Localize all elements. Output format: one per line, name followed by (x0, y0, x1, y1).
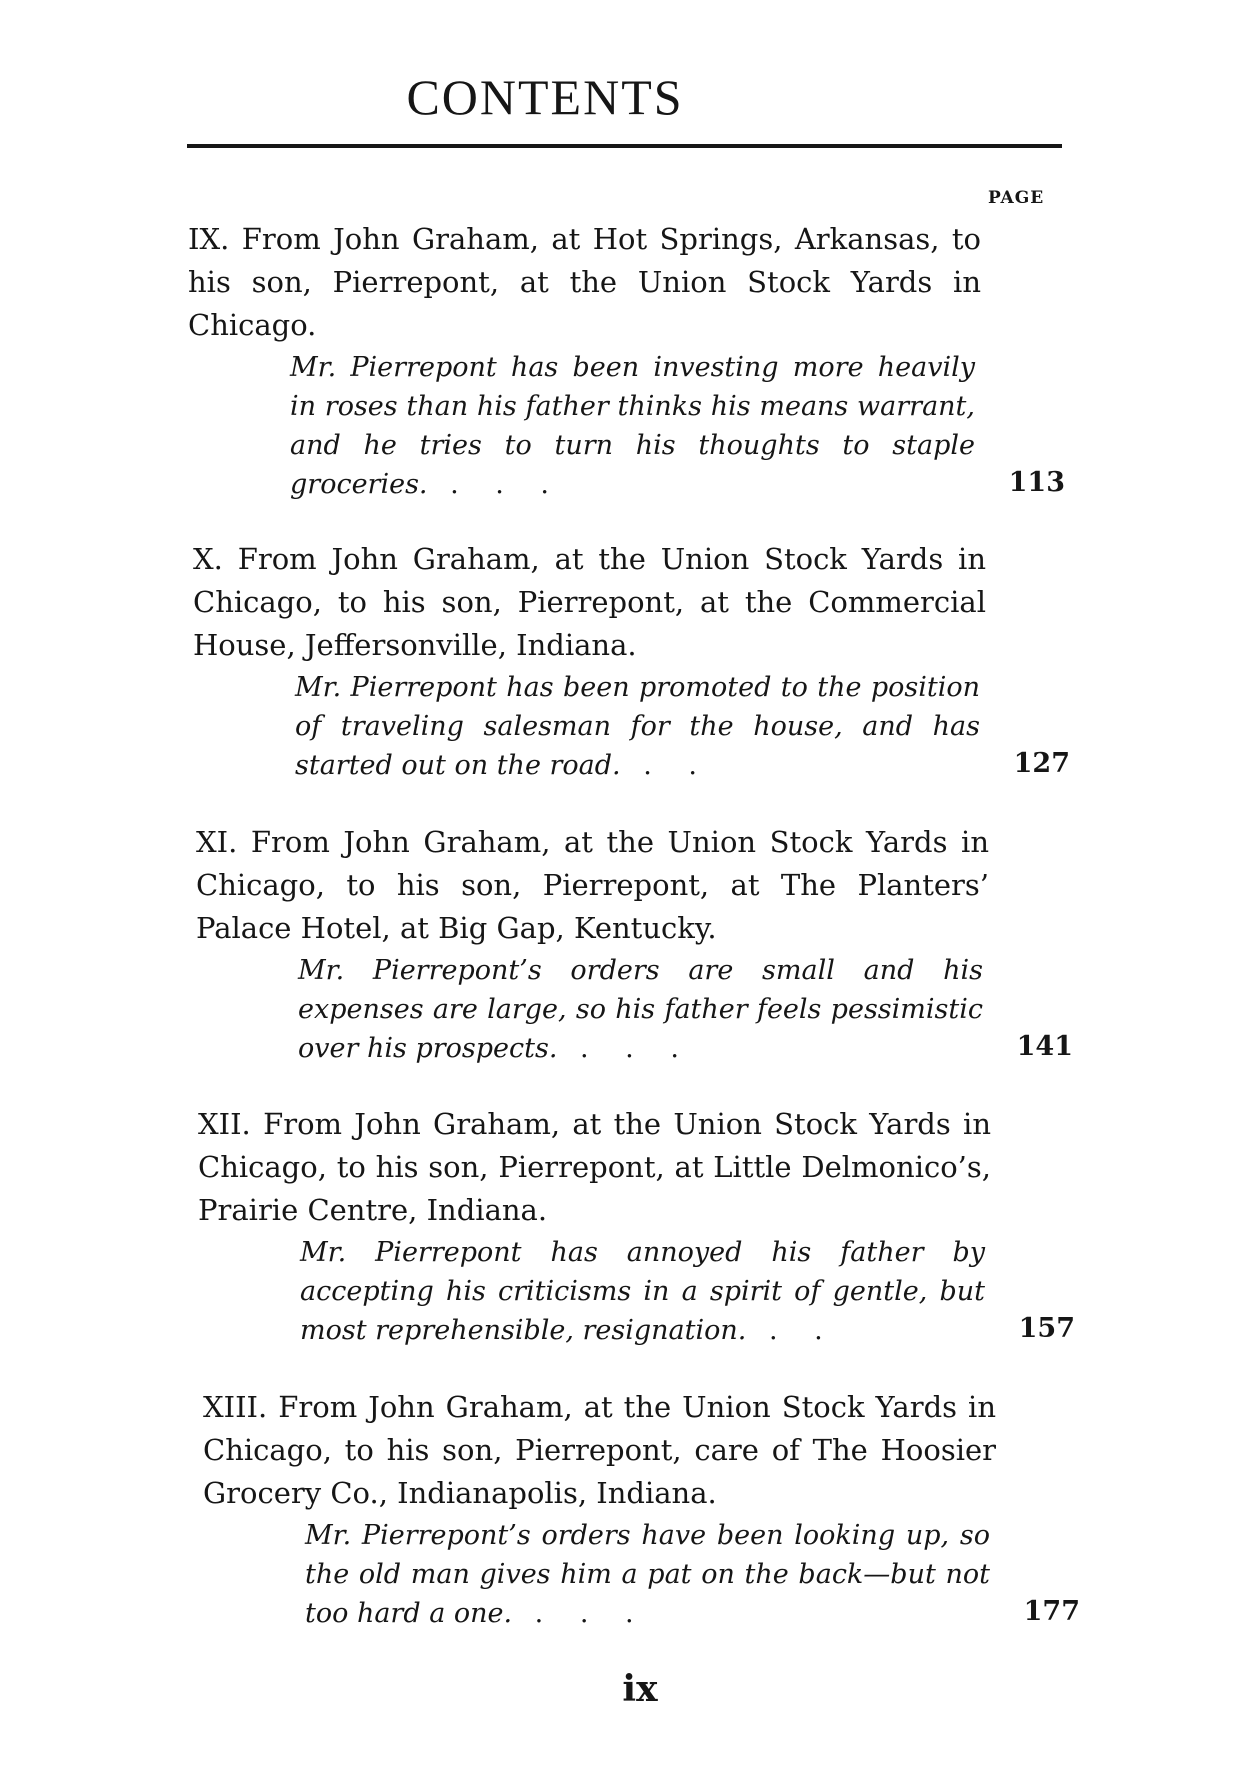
entry-summary-text: Mr. Pierrepont’s orders are small and his expenses are large, so his father feels pessimistic over his prospects. (298, 955, 983, 1064)
page-folio: ix (622, 1668, 658, 1710)
entry-summary-text: Mr. Pierrepont has been investing more heavily in roses than his father thinks his means warrant, and he tries to turn his thoughts to staple groceries. (290, 352, 975, 500)
title-rule (187, 144, 1062, 148)
entry-page-number: 127 (1013, 748, 1070, 779)
entry-summary (295, 668, 1070, 785)
chapter-numeral: XII. (198, 1107, 251, 1141)
dot-leader: . . (620, 750, 711, 781)
contents-entry-ix[interactable] (188, 218, 1065, 504)
entry-heading (203, 1386, 996, 1515)
entry-page-number: 113 (1008, 467, 1065, 498)
entry-heading (193, 538, 986, 667)
chapter-numeral: XI. (196, 825, 238, 859)
entry-summary (305, 1516, 1080, 1633)
entry-summary (300, 1233, 1075, 1350)
entry-heading (188, 218, 981, 347)
dot-leader: . . . (427, 469, 564, 500)
contents-entry-xii[interactable] (198, 1103, 1075, 1350)
entry-heading-text: From John Graham, at Hot Springs, Arkansas, to his son, Pierrepont, at the Union Stock Yards in Chicago. (188, 222, 982, 342)
entry-page-number: 141 (1016, 1031, 1073, 1062)
contents-entry-xi[interactable] (196, 821, 1073, 1068)
entry-summary-text: Mr. Pierrepont’s orders have been looking up, so the old man gives him a pat on the back—but not too hard a one. (305, 1520, 990, 1629)
page-column-label: PAGE (988, 188, 1045, 208)
chapter-numeral: X. (193, 542, 223, 576)
entry-heading-text: From John Graham, at the Union Stock Yards in Chicago, to his son, Pierrepont, at The Planters’ Palace Hotel, at Big Gap, Kentucky. (196, 825, 990, 945)
entry-page-number: 157 (1018, 1313, 1075, 1344)
contents-entry-xiii[interactable] (203, 1386, 1080, 1633)
entry-heading-text: From John Graham, at the Union Stock Yards in Chicago, to his son, Pierrepont, care of The Hoosier Grocery Co., Indianapolis, Indiana. (203, 1390, 997, 1510)
chapter-numeral: XIII. (203, 1390, 268, 1424)
entry-heading-text: From John Graham, at the Union Stock Yards in Chicago, to his son, Pierrepont, at the Commercial House, Jeffersonville, Indiana. (193, 542, 986, 662)
chapter-numeral: IX. (188, 222, 230, 256)
entry-heading (198, 1103, 991, 1232)
entry-heading-text: From John Graham, at the Union Stock Yards in Chicago, to his son, Pierrepont, at Little Delmonico’s, Prairie Centre, Indiana. (198, 1107, 991, 1227)
entry-summary (298, 951, 1073, 1068)
dot-leader: . . . (512, 1598, 648, 1629)
entry-heading (196, 821, 989, 950)
page-title: CONTENTS (406, 69, 684, 125)
entry-summary (290, 348, 1065, 504)
entry-summary-text: Mr. Pierrepont has annoyed his father by accepting his criticisms in a spirit of gentle, but most reprehensible, resignation. (300, 1237, 985, 1346)
dot-leader: . . . (557, 1033, 693, 1064)
entry-summary-text: Mr. Pierrepont has been promoted to the position of traveling salesman for the house, and has started out on the road. (295, 672, 980, 781)
dot-leader: . . (746, 1315, 837, 1346)
contents-entry-x[interactable] (193, 538, 1070, 785)
entry-page-number: 177 (1023, 1596, 1080, 1627)
